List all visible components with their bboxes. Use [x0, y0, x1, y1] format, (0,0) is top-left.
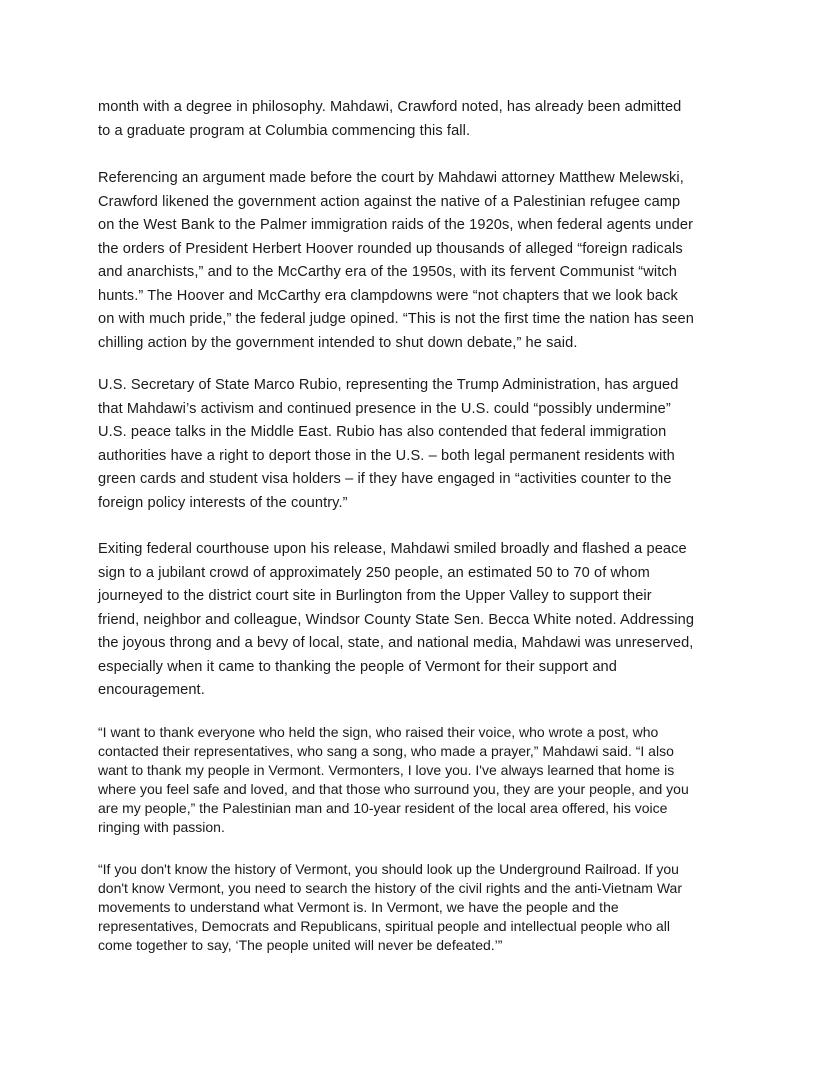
- text-line: Referencing an argument made before the court by Mahdawi attorney Matthew Melewski,: [98, 170, 684, 186]
- text-line: movements to understand what Vermont is. In Vermont, we have the people and the: [98, 899, 619, 915]
- text-line: the joyous throng and a bevy of local, state, and national media, Mahdawi was unreserved,: [98, 635, 694, 651]
- paragraph-4: [98, 538, 738, 703]
- paragraph-5: [98, 723, 738, 837]
- text-line: contacted their representatives, who sang a song, who made a prayer,” Mahdawi said. “I also: [98, 743, 674, 759]
- text-line: on with much pride,” the federal judge opined. “This is not the first time the nation has seen: [98, 311, 694, 327]
- text-line: come together to say, ‘The people united will never be defeated.’”: [98, 937, 503, 953]
- text-line: journeyed to the district court site in Burlington from the Upper Valley to support their: [98, 588, 652, 604]
- text-line: Crawford likened the government action against the native of a Palestinian refugee camp: [98, 193, 681, 210]
- paragraph-3: [98, 374, 738, 515]
- text-line: sign to a jubilant crowd of approximately 250 people, an estimated 50 to 70 of whom: [98, 564, 650, 581]
- text-line: to a graduate program at Columbia commencing this fall.: [98, 122, 471, 139]
- text-line: U.S. Secretary of State Marco Rubio, representing the Trump Administration, has argued: [98, 377, 679, 393]
- text-line: the orders of President Herbert Hoover rounded up thousands of alleged “foreign radicals: [98, 240, 683, 257]
- text-line: Exiting federal courthouse upon his release, Mahdawi smiled broadly and flashed a peace: [98, 541, 687, 557]
- paragraph-2: [98, 167, 738, 355]
- paragraph-6: [98, 860, 738, 955]
- text-line: representatives, Democrats and Republicans, spiritual people and intellectual people who all: [98, 918, 671, 934]
- text-line: are my people,” the Palestinian man and 10-year resident of the local area offered, his voice: [98, 800, 668, 816]
- text-line: that Mahdawi’s activism and continued presence in the U.S. could “possibly undermine”: [98, 400, 671, 417]
- text-line: U.S. peace talks in the Middle East. Rubio has also contended that federal immigration: [98, 424, 667, 440]
- text-line: and anarchists,” and to the McCarthy era of the 1950s, with its fervent Communist “witch: [98, 264, 678, 280]
- paragraph-1: [98, 96, 738, 143]
- text-line: especially when it came to thanking the people of Vermont for their support and: [98, 658, 617, 675]
- text-line: where you feel safe and loved, and that those who surround you, they are your people, and you: [98, 781, 689, 797]
- text-line: friend, neighbor and colleague, Windsor County State Sen. Becca White noted. Addressing: [98, 611, 695, 628]
- text-line: “If you don't know the history of Vermont, you should look up the Underground Railroad. If you: [98, 861, 679, 877]
- text-line: want to thank my people in Vermont. Vermonters, I love you. I've always learned that home is: [98, 762, 675, 778]
- text-line: “I want to thank everyone who held the sign, who raised their voice, who wrote a post, who: [98, 724, 659, 740]
- text-line: authorities have a right to deport those in the U.S. – both legal permanent residents with: [98, 447, 675, 464]
- text-line: encouragement.: [98, 682, 205, 698]
- text-line: hunts.” The Hoover and McCarthy era clampdowns were “not chapters that we look back: [98, 287, 678, 304]
- text-line: green cards and student visa holders – if they have engaged in “activities counter to the: [98, 471, 672, 487]
- text-line: month with a degree in philosophy. Mahdawi, Crawford noted, has already been admitted: [98, 99, 682, 115]
- text-line: ringing with passion.: [98, 819, 225, 835]
- text-line: don't know Vermont, you need to search the history of the civil rights and the anti-Vietnam War: [98, 880, 682, 896]
- text-line: chilling action by the government intended to shut down debate,” he said.: [98, 334, 578, 351]
- text-line: on the West Bank to the Palmer immigration raids of the 1920s, when federal agents under: [98, 217, 694, 233]
- text-line: foreign policy interests of the country.”: [98, 494, 348, 511]
